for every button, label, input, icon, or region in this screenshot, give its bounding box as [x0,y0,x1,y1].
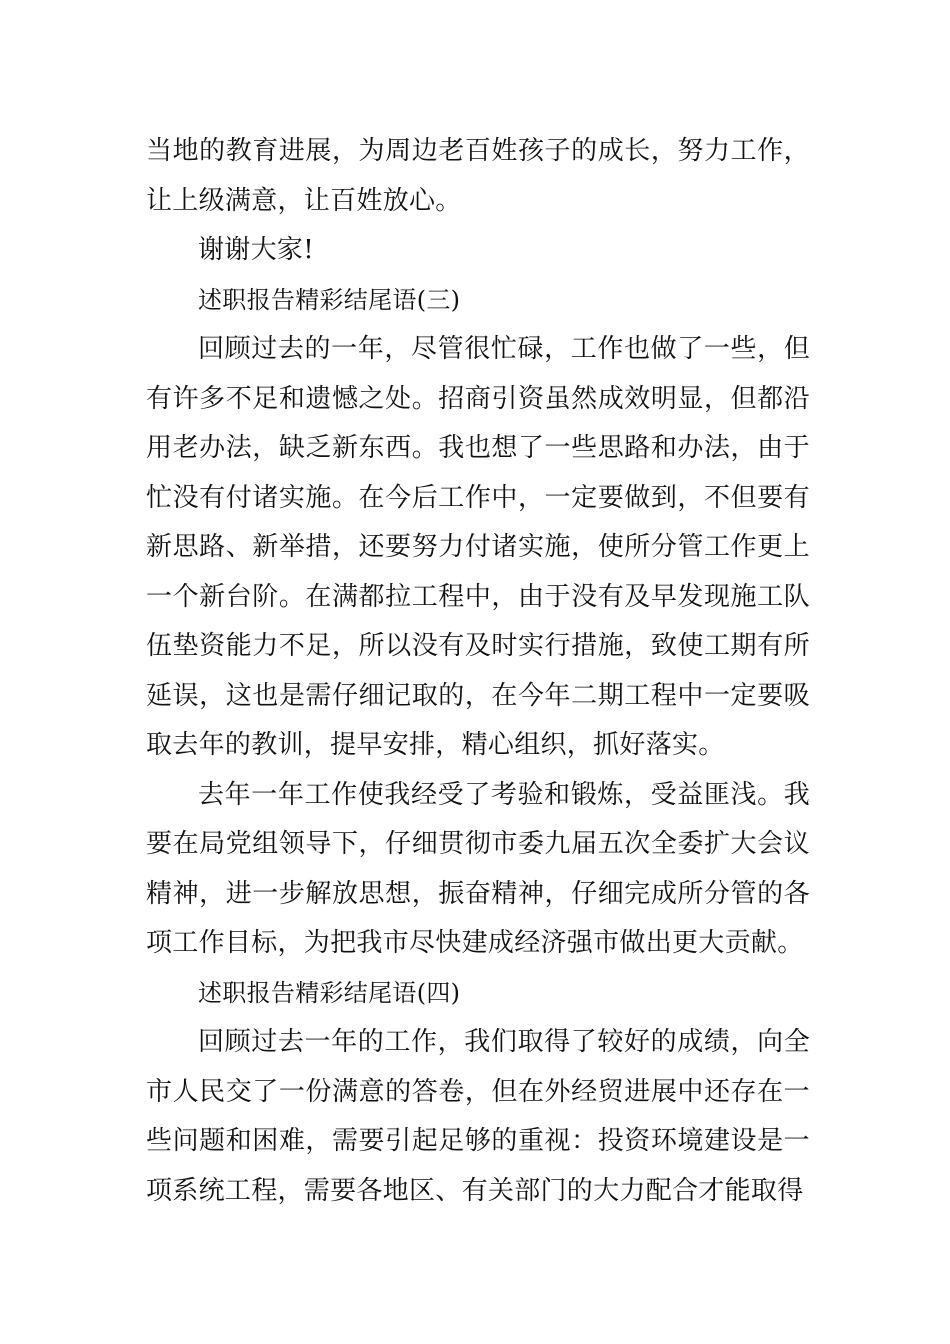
document-body [146,127,810,1216]
section-heading-three: 述职报告精彩结尾语(三) [198,285,461,314]
section-heading-four: 述职报告精彩结尾语(四) [198,978,461,1007]
paragraph-thanks: 谢谢大家! [198,235,314,265]
paragraph-review-four: 回顾过去一年的工作，我们取得了较好的成绩，向全市人民交了一份满意的答卷，但在外经贸进展中还存在一些问题和困难，需要引起足够的重视：投资环境建设是一项系统工程，需要各地区、有关部门的大力配合才能取得 [146,1027,810,1206]
paragraph-experience: 去年一年工作使我经受了考验和锻炼，受益匪浅。我要在局党组领导下，仔细贯彻市委九届五次全委扩大会议精神，进一步解放思想，振奋精神，仔细完成所分管的各项工作目标，为把我市尽快建成经济强市做出更大贡献。 [146,779,810,958]
paragraph-review-three: 回顾过去的一年，尽管很忙碌，工作也做了一些，但有许多不足和遗憾之处。招商引资虽然成效明显，但都沿用老办法，缺乏新东西。我也想了一些思路和办法，由于忙没有付诸实施。在今后工作中，一定要做到，不但要有新思路、新举措，还要努力付诸实施，使所分管工作更上一个新台阶。在满都拉工程中，由于没有及早发现施工队伍垫资能力不足，所以没有及时实行措施，致使工期有所延误，这也是需仔细记取的，在今年二期工程中一定要吸取去年的教训，提早安排，精心组织，抓好落实。 [146,334,810,760]
paragraph-continuation: 当地的教育进展，为周边老百姓孩子的成长，努力工作，让上级满意，让百姓放心。 [146,136,810,216]
